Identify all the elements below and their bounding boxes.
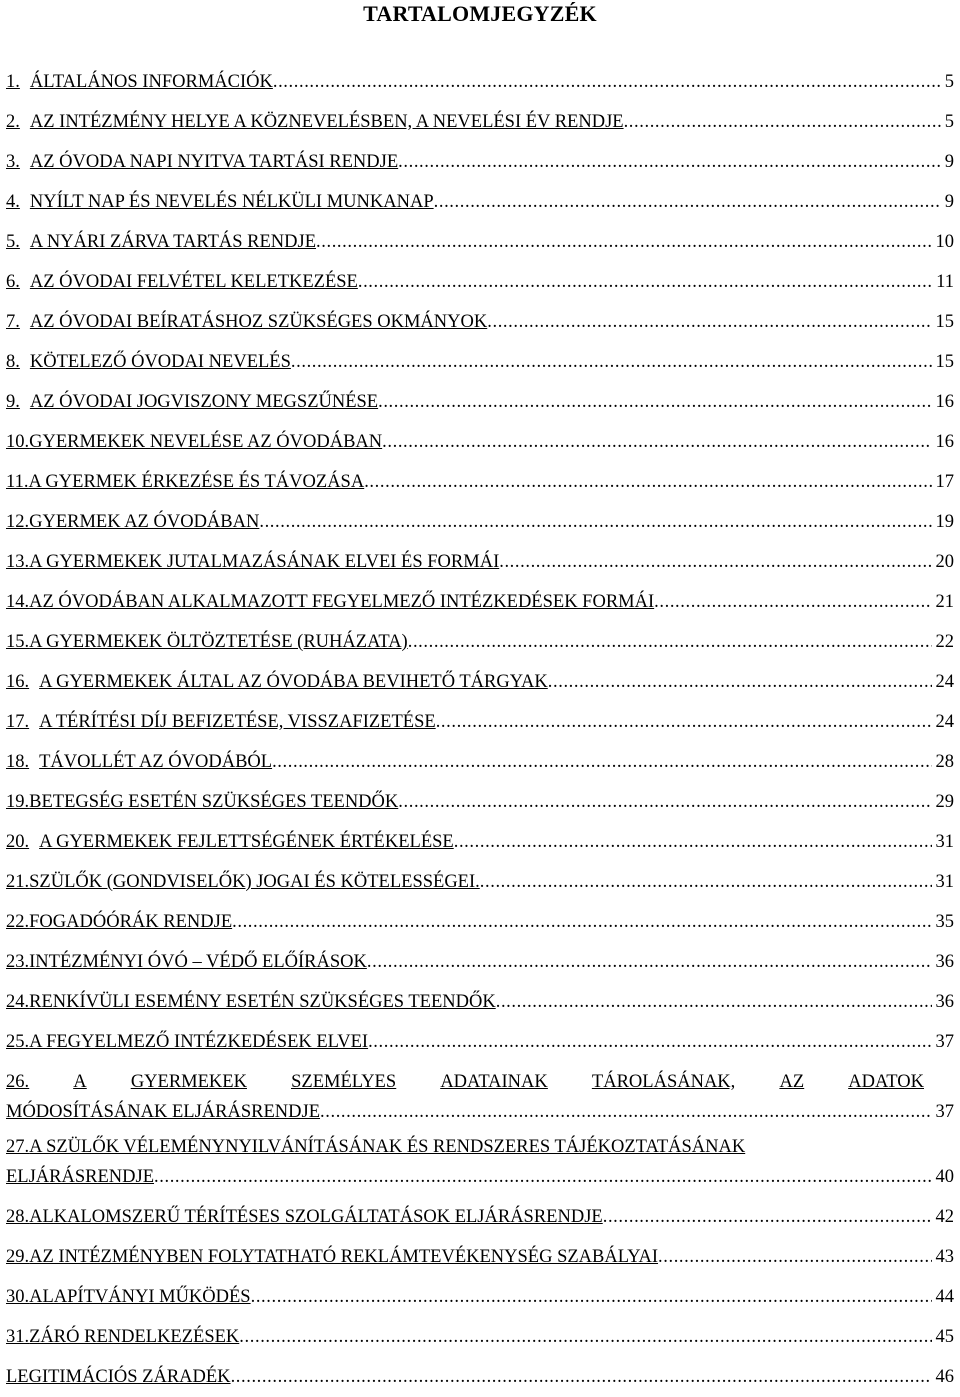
toc-entry-27-line-2[interactable]: [6, 1162, 954, 1192]
toc-entry-1[interactable]: [6, 62, 954, 102]
toc-link[interactable]: [6, 1067, 924, 1097]
leader-dots: [232, 902, 931, 942]
leader-dots: [259, 502, 931, 542]
toc-word: A: [73, 1072, 87, 1092]
leader-dots: [436, 702, 932, 742]
toc-number: 4.: [6, 192, 20, 212]
toc-link[interactable]: AZ ÓVODA NAPI NYITVA TARTÁSI RENDJE: [29, 152, 399, 172]
leader-dots: [624, 102, 941, 142]
toc-number: 17.: [6, 712, 30, 732]
toc-link[interactable]: A GYERMEK ÉRKEZÉSE ÉS TÁVOZÁSA: [28, 472, 365, 492]
toc-entry-23[interactable]: [6, 942, 954, 982]
toc-number: 10.: [6, 432, 30, 452]
toc-entry-6[interactable]: [6, 262, 954, 302]
toc-number: 23.: [6, 952, 30, 972]
toc-entry-30[interactable]: [6, 1277, 954, 1317]
toc-number: 15.: [6, 632, 30, 652]
toc-number: 22.: [6, 912, 30, 932]
page-number: 36: [935, 992, 954, 1012]
toc-entry-15[interactable]: [6, 622, 954, 662]
toc-number: 30.: [6, 1287, 30, 1307]
toc-link[interactable]: RENKÍVÜLI ESEMÉNY ESETÉN SZÜKSÉGES TEENDŐK: [29, 992, 496, 1012]
toc-word: ADATAINAK: [440, 1072, 548, 1092]
toc-entry-16[interactable]: [6, 662, 954, 702]
page-number: 9: [944, 192, 954, 212]
toc-link[interactable]: A GYERMEKEK ÖLTÖZTETÉSE (RUHÁZATA): [29, 632, 408, 652]
toc-link[interactable]: SZÜLŐK (GONDVISELŐK) JOGAI ÉS KÖTELESSÉGEI.: [29, 872, 480, 892]
leader-dots: [239, 1317, 931, 1357]
toc-number: 19.: [6, 792, 30, 812]
toc-word: AZ: [779, 1072, 805, 1092]
toc-entry-31[interactable]: [6, 1317, 954, 1357]
toc-entry-2[interactable]: [6, 102, 954, 142]
toc-link[interactable]: ÁLTALÁNOS INFORMÁCIÓK: [29, 72, 273, 92]
toc-entry-5[interactable]: [6, 222, 954, 262]
toc-link[interactable]: GYERMEKEK NEVELÉSE AZ ÓVODÁBAN: [29, 432, 383, 452]
leader-dots: [408, 622, 932, 662]
toc-entry-18[interactable]: [6, 742, 954, 782]
toc-entry-8[interactable]: [6, 342, 954, 382]
toc-number: 14.: [6, 592, 30, 612]
toc-number: 28.: [6, 1207, 30, 1227]
toc-number: 6.: [6, 272, 20, 292]
toc-number: 25.: [6, 1032, 30, 1052]
toc-link[interactable]: A GYERMEKEK JUTALMAZÁSÁNAK ELVEI ÉS FORMÁI: [29, 552, 500, 572]
toc-entry-4[interactable]: [6, 182, 954, 222]
leader-dots: [603, 1197, 932, 1237]
toc-link[interactable]: LEGITIMÁCIÓS ZÁRADÉK: [6, 1367, 231, 1387]
leader-dots: [291, 342, 932, 382]
toc-number: 18.: [6, 752, 30, 772]
toc-link[interactable]: ALKALOMSZERŰ TÉRÍTÉSES SZOLGÁLTATÁSOK ELJÁRÁSRENDJE: [29, 1207, 603, 1227]
toc-number: 24.: [6, 992, 30, 1012]
toc-entry-29[interactable]: [6, 1237, 954, 1277]
toc-link[interactable]: NYÍLT NAP ÉS NEVELÉS NÉLKÜLI MUNKANAP: [29, 192, 434, 212]
toc-number: 8.: [6, 352, 20, 372]
toc-link[interactable]: ZÁRÓ RENDELKEZÉSEK: [29, 1327, 240, 1347]
toc-entry-27-line-1[interactable]: [6, 1132, 954, 1162]
page-number: 21: [935, 592, 954, 612]
toc-entry-25[interactable]: [6, 1022, 954, 1062]
toc-link[interactable]: FOGADÓÓRÁK RENDJE: [29, 912, 233, 932]
leader-dots: [251, 1277, 932, 1317]
toc-entry-3[interactable]: [6, 142, 954, 182]
toc-word: GYERMEKEK: [130, 1072, 247, 1092]
toc-number: 13.: [6, 552, 30, 572]
toc-number: 7.: [6, 312, 20, 332]
toc-link[interactable]: BETEGSÉG ESETÉN SZÜKSÉGES TEENDŐK: [29, 792, 399, 812]
leader-dots: [398, 782, 931, 822]
page-number: 24: [935, 712, 954, 732]
page-number: 15: [935, 312, 954, 332]
toc-link[interactable]: GYERMEK AZ ÓVODÁBAN: [29, 512, 260, 532]
leader-dots: [454, 822, 932, 862]
page-number: 20: [935, 552, 954, 572]
toc-link[interactable]: A FEGYELMEZŐ INTÉZKEDÉSEK ELVEI: [29, 1032, 369, 1052]
toc-number: 3.: [6, 152, 20, 172]
toc-number: 9.: [6, 392, 20, 412]
toc-word: ADATOK: [848, 1072, 924, 1092]
toc-entry-9[interactable]: [6, 382, 954, 422]
leader-dots: [367, 942, 932, 982]
page-number: 28: [935, 752, 954, 772]
page-number: 16: [935, 432, 954, 452]
toc-link[interactable]: AZ ÓVODAI BEÍRATÁSHOZ SZÜKSÉGES OKMÁNYOK: [29, 312, 488, 332]
toc-entry-12[interactable]: [6, 502, 954, 542]
toc-word: TÁROLÁSÁNAK,: [591, 1072, 736, 1092]
page-number: 43: [935, 1247, 954, 1267]
page-number: 44: [935, 1287, 954, 1307]
leader-dots: [272, 742, 931, 782]
toc-number: 29.: [6, 1247, 30, 1267]
page-number: 11: [936, 272, 954, 292]
leader-dots: [273, 62, 941, 102]
leader-dots: [231, 1357, 932, 1397]
toc-link[interactable]: ALAPÍTVÁNYI MŰKÖDÉS: [29, 1287, 251, 1307]
page-number: 22: [935, 632, 954, 652]
toc-number: 16.: [6, 672, 30, 692]
leader-dots: [434, 182, 941, 222]
toc-number: 11.: [6, 472, 29, 492]
toc-link[interactable]: TÁVOLLÉT AZ ÓVODÁBÓL: [39, 752, 273, 772]
toc-entry-10[interactable]: [6, 422, 954, 462]
page-number: 31: [935, 832, 954, 852]
leader-dots: [480, 862, 932, 902]
page-number: 17: [935, 472, 954, 492]
toc-number: 12.: [6, 512, 30, 532]
toc-entry-19[interactable]: [6, 782, 954, 822]
toc-link[interactable]: ELJÁRÁSRENDJE: [6, 1167, 155, 1187]
page-number: 19: [935, 512, 954, 532]
toc-number: 26.: [6, 1072, 30, 1092]
toc-number: 5.: [6, 232, 20, 252]
toc-entry-24[interactable]: [6, 982, 954, 1022]
leader-dots: [382, 422, 931, 462]
leader-dots: [496, 982, 932, 1022]
toc-link[interactable]: AZ ÓVODAI JOGVISZONY MEGSZŰNÉSE: [29, 392, 379, 412]
toc-entry-7[interactable]: [6, 302, 954, 342]
leader-dots: [487, 302, 931, 342]
page-number: 36: [935, 952, 954, 972]
leader-dots: [378, 382, 931, 422]
toc-entry-13[interactable]: [6, 542, 954, 582]
page-number: 29: [935, 792, 954, 812]
leader-dots: [654, 582, 931, 622]
toc-link[interactable]: A SZÜLŐK VÉLEMÉNYNYILVÁNÍTÁSÁNAK ÉS RENDSZERES TÁJÉKOZTATÁSÁNAK: [29, 1137, 746, 1157]
toc-entry-17[interactable]: [6, 702, 954, 742]
toc-link[interactable]: MÓDOSÍTÁSÁNAK ELJÁRÁSRENDJE: [6, 1102, 321, 1122]
page-number: 46: [935, 1367, 954, 1387]
leader-dots: [658, 1237, 931, 1277]
toc-entry-20[interactable]: [6, 822, 954, 862]
toc-entry-14[interactable]: [6, 582, 954, 622]
table-of-contents: [6, 62, 954, 1397]
leader-dots: [154, 1162, 931, 1192]
toc-link[interactable]: A TÉRÍTÉSI DÍJ BEFIZETÉSE, VISSZAFIZETÉSE: [39, 712, 436, 732]
toc-link[interactable]: AZ INTÉZMÉNY HELYE A KÖZNEVELÉSBEN, A NEVELÉSI ÉV RENDJE: [29, 112, 624, 132]
page-number: 37: [935, 1032, 954, 1052]
toc-link[interactable]: A NYÁRI ZÁRVA TARTÁS RENDJE: [29, 232, 317, 252]
toc-number: 31.: [6, 1327, 30, 1347]
page-number: 16: [935, 392, 954, 412]
toc-link[interactable]: AZ ÓVODAI FELVÉTEL KELETKEZÉSE: [29, 272, 358, 292]
page-number: 10: [935, 232, 954, 252]
toc-entry-28[interactable]: [6, 1197, 954, 1237]
toc-entry-26-line-2[interactable]: [6, 1097, 954, 1127]
toc-link[interactable]: A GYERMEKEK ÁLTAL AZ ÓVODÁBA BEVIHETŐ TÁRGYAK: [39, 672, 548, 692]
page-number: 37: [935, 1102, 954, 1122]
toc-link[interactable]: KÖTELEZŐ ÓVODAI NEVELÉS: [29, 352, 291, 372]
page-number: 15: [935, 352, 954, 372]
toc-number: 21.: [6, 872, 30, 892]
page-number: 5: [944, 72, 954, 92]
leader-dots: [548, 662, 932, 702]
page-number: 45: [935, 1327, 954, 1347]
toc-link[interactable]: INTÉZMÉNYI ÓVÓ – VÉDŐ ELŐÍRÁSOK: [29, 952, 367, 972]
toc-entry-legitimacio[interactable]: [6, 1357, 954, 1397]
leader-dots: [320, 1097, 931, 1127]
leader-dots: [316, 222, 931, 262]
page-number: 31: [935, 872, 954, 892]
toc-number: 27.: [6, 1137, 30, 1157]
page-number: 42: [935, 1207, 954, 1227]
leader-dots: [398, 142, 941, 182]
toc-number: 1.: [6, 72, 20, 92]
leader-dots: [499, 542, 931, 582]
toc-link[interactable]: AZ INTÉZMÉNYBEN FOLYTATHATÓ REKLÁMTEVÉKENYSÉG SZABÁLYAI: [29, 1247, 659, 1267]
page-title: TARTALOMJEGYZÉK: [363, 1, 597, 26]
toc-entry-21[interactable]: [6, 862, 954, 902]
toc-entry-11[interactable]: [6, 462, 954, 502]
page-number: 9: [944, 152, 954, 172]
toc-entry-22[interactable]: [6, 902, 954, 942]
page-number: 35: [935, 912, 954, 932]
toc-link[interactable]: AZ ÓVODÁBAN ALKALMAZOTT FEGYELMEZŐ INTÉZKEDÉSEK FORMÁI: [29, 592, 655, 612]
leader-dots: [368, 1022, 931, 1062]
page-number: 40: [935, 1167, 954, 1187]
toc-entry-26-line-1[interactable]: [6, 1067, 954, 1097]
page-number: 5: [944, 112, 954, 132]
page-number: 24: [935, 672, 954, 692]
toc-link[interactable]: A GYERMEKEK FEJLETTSÉGÉNEK ÉRTÉKELÉSE: [39, 832, 454, 852]
leader-dots: [364, 462, 931, 502]
toc-number: 2.: [6, 112, 20, 132]
toc-number: 20.: [6, 832, 30, 852]
toc-word: SZEMÉLYES: [291, 1072, 397, 1092]
leader-dots: [358, 262, 932, 302]
